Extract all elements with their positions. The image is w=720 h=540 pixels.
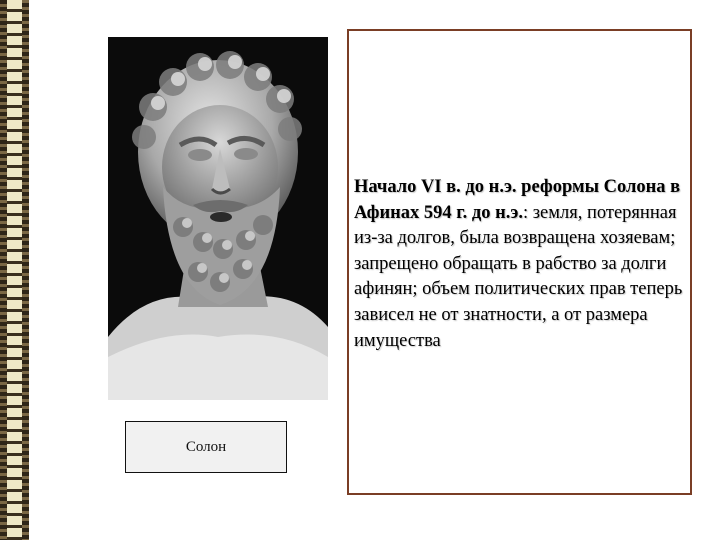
reform-description — [354, 175, 684, 354]
caption-label: Солон — [185, 438, 227, 455]
solon-bust-image — [108, 37, 328, 400]
reform-heading: Начало VI в. до н.э. реформы Солона в Афинах 594 г. до н.э. — [354, 177, 681, 223]
filmstrip-frames — [7, 0, 22, 540]
left-filmstrip-border — [0, 0, 29, 540]
reform-details: : земля, потерянная из-за долгов, была возвращена хозяевам; запрещено обращать в рабство за долги афинян; объем политических прав теперь зависел не от знатности, а от размера имущества — [354, 202, 683, 351]
portrait-caption — [125, 421, 287, 473]
bust-drawing — [108, 37, 328, 400]
filmstrip-edge-right — [22, 0, 29, 540]
filmstrip-edge-left — [0, 0, 7, 540]
